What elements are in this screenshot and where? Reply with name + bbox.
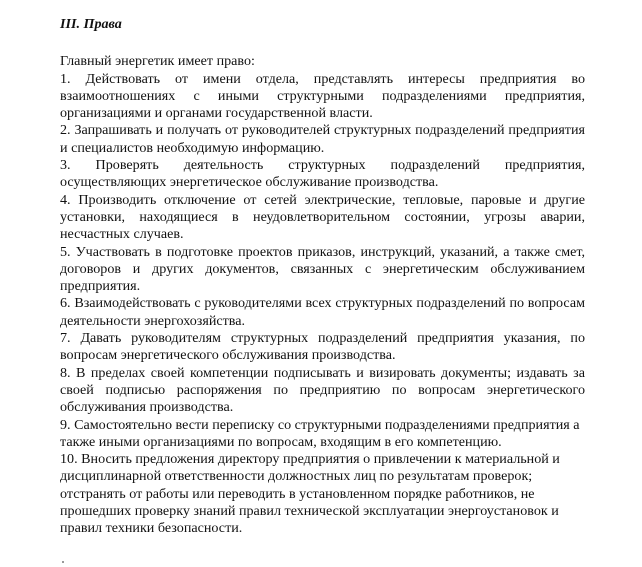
section-intro: Главный энергетик имеет право: (60, 53, 255, 70)
list-item: 10. Вносить предложения директору предприятия о привлечении к материальной и дисциплинарной ответственности должностных лиц по результатам проверок; отстранять от работы или переводить в установленном порядке работников, не прошедших проверку знаний правил технической эксплуатации энергоустановок и правил техники безопасности. (60, 451, 560, 537)
list-item: 5. Участвовать в подготовке проектов приказов, инструкций, указаний, а также смет, договоров и других документов, связанных с энергетическим обслуживанием предприятия. (60, 243, 585, 295)
list-item: 4. Производить отключение от сетей электрические, тепловые, паровые и другие установки, находящиеся в неудовлетворительном состоянии, угрозы аварии, несчастных случаев. (60, 191, 585, 243)
list-item: 7. Давать руководителям структурных подразделений предприятия указания, по вопросам энергетического обслуживания производства. (60, 330, 585, 364)
list-item: 1. Действовать от имени отдела, представлять интересы предприятия во взаимоотношениях с иными структурными подразделениями предприятия, организациями и органами государственной власти. (60, 70, 585, 122)
document-page (60, 16, 585, 538)
list-item: 8. В пределах своей компетенции подписывать и визировать документы; издавать за своей подписью распоряжения по предприятию по вопросам энергетического обслуживания производства. (60, 364, 585, 416)
page-speck (62, 561, 64, 563)
list-item: 2. Запрашивать и получать от руководителей структурных подразделений предприятия и специалистов необходимую информацию. (60, 122, 585, 156)
section-heading: III. Права (60, 16, 122, 32)
list-item: 6. Взаимодействовать с руководителями всех структурных подразделений по вопросам деятельности энергохозяйства. (60, 295, 585, 329)
list-item: 3. Проверять деятельность структурных подразделений предприятия, осуществляющих энергетическое обслуживание производства. (60, 157, 585, 191)
list-item: 9. Самостоятельно вести переписку со структурными подразделениями предприятия а также иными организациями по вопросам, входящим в его компетенцию. (60, 416, 580, 450)
